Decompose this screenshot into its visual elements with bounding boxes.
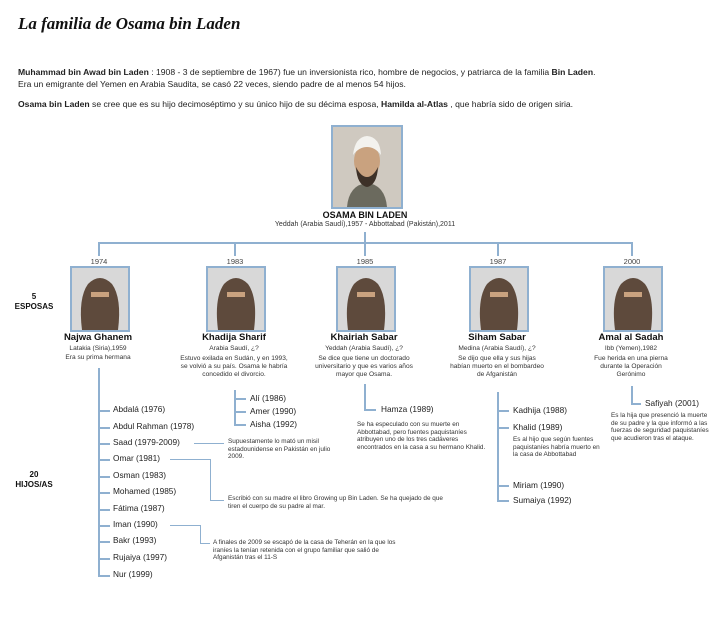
connector-line: [98, 558, 110, 560]
child-name: Mohamed (1985): [113, 486, 177, 496]
child-name: Khalid (1989): [513, 422, 563, 432]
child-name: Hamza (1989): [381, 404, 434, 414]
wife-note: Se dijo que ella y sus hijas habían muerto en el bombardeo de Afganistán: [450, 355, 544, 378]
connector-line: [98, 541, 110, 543]
wife-note: Era su prima hermana: [65, 354, 131, 361]
wife-name: Najwa Ghanem: [63, 332, 133, 343]
child-name: Nur (1999): [113, 569, 153, 579]
connector-line: [210, 459, 211, 501]
intro-paragraph-2: [18, 98, 708, 110]
connector-line: [497, 410, 509, 412]
children-count: 20: [29, 470, 39, 479]
connector-line: [497, 485, 509, 487]
connector-line: [234, 242, 236, 256]
wife-note: Fue herida en una pierna durante la Operación Gerónimo: [594, 355, 668, 378]
veiled-woman-image: [471, 268, 527, 330]
child-name: Amer (1990): [250, 406, 297, 416]
connector-line: [98, 509, 110, 511]
connector-line: [234, 390, 236, 426]
connector-line: [234, 424, 246, 426]
wife-name: Siham Sabar: [468, 332, 526, 343]
child-name: Abdalá (1976): [113, 404, 166, 414]
connector-line: [98, 368, 100, 576]
connector-line: [497, 242, 499, 256]
osama-detail: Yeddah (Arabia Saudí),1957 - Abbottabad (Pakistán),2011: [274, 221, 456, 228]
children-text: HIJOS/AS: [15, 480, 53, 489]
connector-line: [497, 500, 509, 502]
wife-photo: [70, 266, 130, 332]
veiled-woman-image: [605, 268, 661, 330]
connector-line: [200, 543, 210, 544]
wife-name: Khadija Sharif: [202, 332, 266, 343]
veiled-woman-image: [338, 268, 394, 330]
wife-note: Estuvo exilada en Sudán, y en 1993, se volvió a su país. Osama le habría concedido el divorcio.: [180, 355, 288, 378]
connector-line: [631, 403, 641, 405]
connector-line: [210, 500, 224, 501]
veiled-woman-image: [208, 268, 264, 330]
child-name: Fátima (1987): [113, 503, 165, 513]
intro-paragraph-1: [18, 66, 708, 90]
intro-text: .: [593, 67, 596, 77]
wife-origin: Medina (Arabia Saudí), ¿?: [458, 345, 536, 352]
connector-line: [631, 386, 633, 404]
intro-text: , que habría sido de origen siria.: [447, 99, 574, 109]
child-name: Osman (1983): [113, 470, 167, 480]
note-omar: Escribió con su madre el libro Growing up Bin Laden. Se ha quejado de que tiren el cuerpo de su padre al mar.: [228, 495, 443, 510]
wives-text: ESPOSAS: [14, 302, 54, 311]
connector-line: [98, 427, 110, 429]
connector-line: [234, 398, 246, 400]
note-safiyah: Es la hija que presenció la muerte de su padre y la que informó a las fuerzas de seguridad paquistaníes que acudieron tras el ataque.: [611, 412, 709, 442]
connector-line: [98, 443, 110, 445]
wife-year: 1983: [226, 257, 244, 266]
child-name: Kadhija (1988): [513, 405, 567, 415]
child-name: Bakr (1993): [113, 535, 157, 545]
child-name: Sumaiya (1992): [513, 495, 572, 505]
child-name: Saad (1979-2009): [113, 437, 180, 447]
intro-text: se cree que es su hijo decimoséptimo y su único hijo de su décima esposa,: [89, 99, 382, 109]
veiled-woman-image: [72, 268, 128, 330]
wife-origin: Yeddah (Arabia Saudí), ¿?: [325, 345, 403, 352]
connector-line: [170, 459, 210, 460]
wife-year: 1974: [90, 257, 108, 266]
intro-text: : 1908 - 3 de septiembre de 1967) fue un inversionista rico, hombre de negocios, y patriarca de la familia: [148, 67, 552, 77]
wife-photo: [206, 266, 266, 332]
wife-name: Amal al Sadah: [598, 332, 664, 343]
child-name: Rujaiya (1997): [113, 552, 167, 562]
child-name: Alí (1986): [250, 393, 286, 403]
child-name: Aisha (1992): [250, 419, 298, 429]
osama-name: OSAMA BIN LADEN: [322, 210, 408, 220]
connector-line: [98, 525, 110, 527]
child-name: Miriam (1990): [513, 480, 565, 490]
connector-line: [98, 459, 110, 461]
wife-year: 2000: [623, 257, 641, 266]
connector-line: [98, 575, 110, 577]
connector-line: [364, 384, 366, 411]
note-khalid: Es al hijo que según fuentes paquistaníes habría muerto en la casa de Abbottabad: [513, 436, 600, 459]
connector-line: [364, 242, 366, 256]
wives-count: 5: [31, 292, 37, 301]
connector-line: [200, 525, 201, 543]
wife-photo: [469, 266, 529, 332]
children-label: [12, 470, 56, 490]
wife-origin: Ibb (Yemen),1982: [604, 345, 658, 352]
connector-line: [98, 410, 110, 412]
wife-year: 1985: [356, 257, 374, 266]
child-name: Omar (1981): [113, 453, 161, 463]
intro-father-name: Muhammad bin Awad bin Laden: [18, 67, 149, 77]
wife-name: Khairiah Sabar: [330, 332, 398, 343]
wife-origin: Arabia Saudí, ¿?: [209, 345, 259, 352]
connector-line: [170, 525, 200, 526]
connector-line: [98, 492, 110, 494]
osama-portrait-image: [333, 127, 401, 207]
osama-portrait: [331, 125, 403, 209]
intro-line-2: Era un emigrante del Yemen en Arabia Saudita, se casó 22 veces, siendo padre de al menos 54 hijos.: [18, 79, 406, 89]
connector-line: [98, 476, 110, 478]
note-iman: A finales de 2009 se escapó de la casa de Teherán en la que los iraníes la tenían retenida con el grupo familiar que salió de Afganistán tras el 11-S: [213, 539, 396, 562]
wife-photo: [336, 266, 396, 332]
connector-line: [234, 411, 246, 413]
connector-line: [194, 443, 224, 444]
wife-note: Se dice que tiene un doctorado universitario y que es varios años mayor que Osama.: [315, 355, 413, 378]
wife-photo: [603, 266, 663, 332]
intro-mother-name: Hamilda al-Atlas: [381, 99, 448, 109]
child-name: Iman (1990): [113, 519, 158, 529]
wife-origin: Latakia (Siria),1959: [69, 345, 127, 352]
intro-family-name: Bin Laden: [551, 67, 594, 77]
wives-label: [12, 292, 56, 312]
child-name: Safiyah (2001): [645, 398, 699, 408]
page-title: La familia de Osama bin Laden: [18, 14, 241, 33]
note-saad: Supuestamente lo mató un misil estadounidense en Pakistán en julio 2009.: [228, 438, 331, 461]
connector-line: [98, 242, 100, 256]
intro-osama-name: Osama bin Laden: [18, 99, 90, 109]
child-name: Abdul Rahman (1978): [113, 421, 195, 431]
note-hamza: Se ha especulado con su muerte en Abbottabad, pero fuentes paquistaníes atribuyen uno de los tres cadáveres encontrados en la casa a su hermano Khalid.: [357, 421, 486, 451]
connector-line: [364, 409, 376, 411]
wife-year: 1987: [489, 257, 507, 266]
connector-line: [497, 427, 509, 429]
connector-line: [631, 242, 633, 256]
